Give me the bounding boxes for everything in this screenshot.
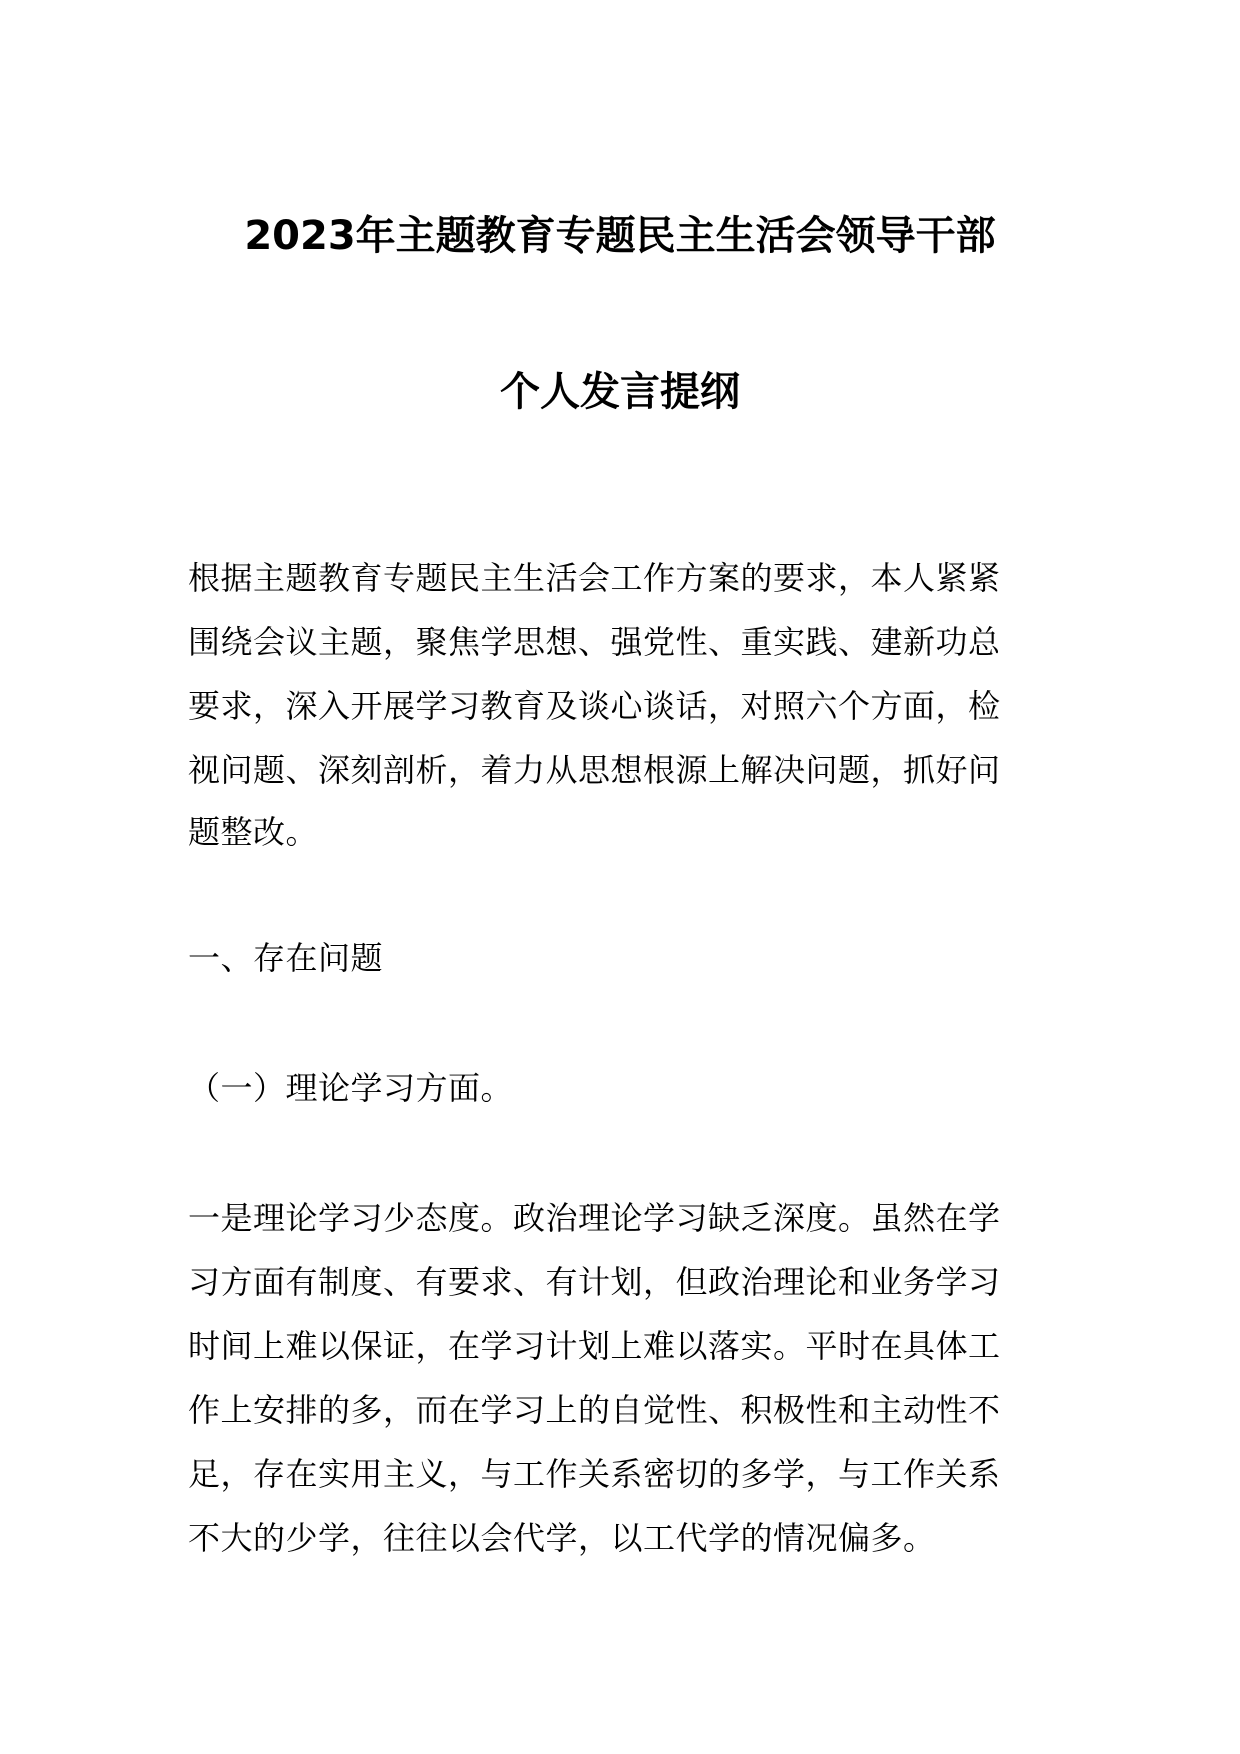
paragraph-line: 习方面有制度、有要求、有计划，但政治理论和业务学习 — [188, 1263, 1001, 1301]
paragraph-line: 足，存在实用主义，与工作关系密切的多学，与工作关系 — [188, 1455, 1001, 1493]
section-heading: 一、存在问题 — [188, 939, 384, 977]
intro-line: 题整改。 — [188, 813, 319, 851]
paragraph-line: 一是理论学习少态度。政治理论学习缺乏深度。虽然在学 — [188, 1199, 1001, 1237]
document-title-line-2: 个人发言提纲 — [500, 369, 740, 415]
intro-line: 根据主题教育专题民主生活会工作方案的要求，本人紧紧 — [188, 559, 1001, 597]
paragraph-line: 时间上难以保证，在学习计划上难以落实。平时在具体工 — [188, 1327, 1001, 1365]
paragraph-line: 不大的少学，往往以会代学，以工代学的情况偏多。 — [188, 1519, 936, 1557]
document-title-line-1: 2023年主题教育专题民主生活会领导干部 — [244, 213, 996, 259]
subsection-heading: （一）理论学习方面。 — [188, 1069, 514, 1107]
paragraph-line: 作上安排的多，而在学习上的自觉性、积极性和主动性不 — [188, 1391, 1001, 1429]
intro-line: 围绕会议主题，聚焦学思想、强党性、重实践、建新功总 — [188, 623, 1001, 661]
intro-line: 要求，深入开展学习教育及谈心谈话，对照六个方面，检 — [188, 687, 1001, 725]
intro-line: 视问题、深刻剖析，着力从思想根源上解决问题，抓好问 — [188, 751, 1001, 789]
